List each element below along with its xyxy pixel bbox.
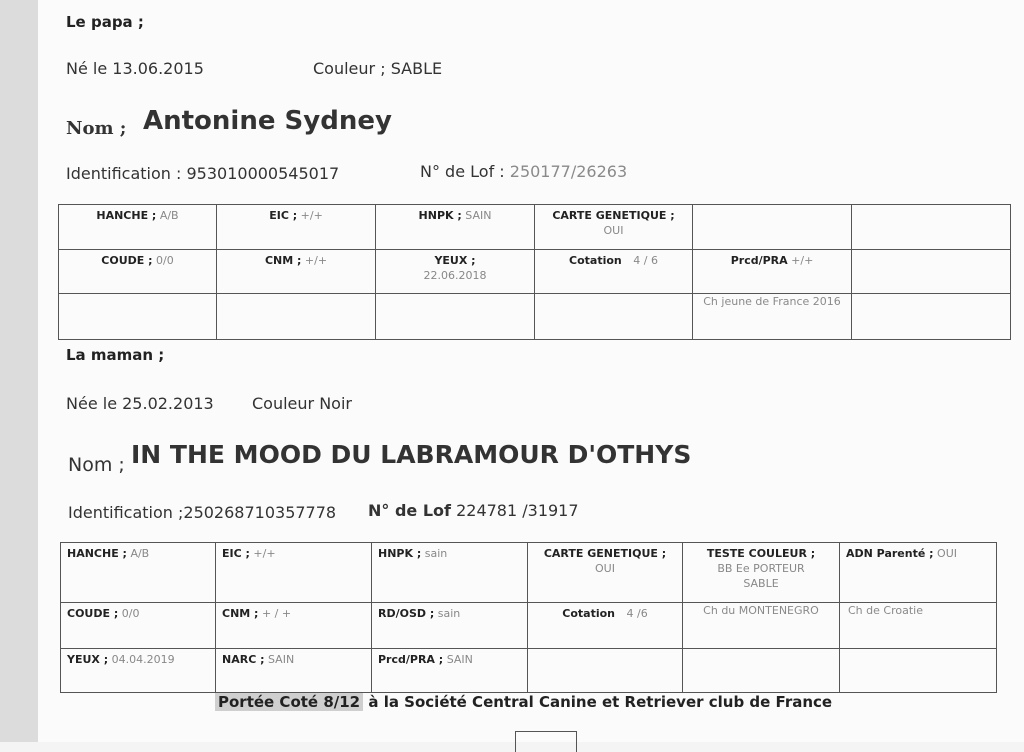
papa-lof-value: 250177/26263 bbox=[509, 162, 628, 181]
maman-ident-line bbox=[68, 503, 336, 522]
maman-lof-label: N° de Lof bbox=[368, 501, 451, 520]
papa-cnm-label: CNM ; bbox=[264, 254, 302, 267]
papa-cotation-label: Cotation bbox=[569, 254, 622, 267]
maman-hnpk-value: sain bbox=[424, 547, 448, 560]
table-row bbox=[59, 294, 1011, 340]
papa-ident-line bbox=[66, 164, 339, 183]
papa-yeux-label: YEUX ; bbox=[434, 254, 476, 267]
maman-heading: La maman ; bbox=[66, 346, 165, 364]
papa-carte-label: CARTE GENETIQUE ; bbox=[552, 209, 675, 222]
maman-carte-cell bbox=[528, 543, 683, 603]
maman-birth-value: 25.02.2013 bbox=[122, 394, 214, 413]
footer-text: à la Société Central Canine et Retriever club de France bbox=[368, 693, 833, 711]
papa-name-label: Nom ; bbox=[66, 118, 127, 139]
maman-eic-value: +/+ bbox=[253, 547, 276, 560]
papa-lof-label: N° de Lof : bbox=[420, 162, 505, 181]
papa-birth-line bbox=[66, 59, 204, 78]
maman-teste-value: BB Ee PORTEUR SABLE bbox=[717, 562, 805, 590]
papa-coude-label: COUDE ; bbox=[101, 254, 153, 267]
papa-color-value: SABLE bbox=[390, 59, 443, 78]
papa-yeux-cell bbox=[376, 250, 535, 294]
papa-cotation-value: 4 / 6 bbox=[633, 254, 658, 267]
empty-cell bbox=[852, 250, 1011, 294]
papa-lof-line bbox=[420, 162, 627, 181]
papa-color-line bbox=[313, 59, 442, 78]
papa-hanche-cell bbox=[59, 205, 217, 250]
papa-hanche-label: HANCHE ; bbox=[96, 209, 157, 222]
maman-cnm-label: CNM ; bbox=[222, 607, 259, 620]
maman-eic-label: EIC ; bbox=[222, 547, 250, 560]
papa-color-label: Couleur ; bbox=[313, 59, 386, 78]
papa-eic-label: EIC ; bbox=[269, 209, 298, 222]
papa-cnm-value: +/+ bbox=[304, 254, 328, 267]
maman-teste-cell bbox=[683, 543, 840, 603]
scan-left-strip bbox=[0, 0, 38, 742]
maman-adn-value: OUI bbox=[937, 547, 958, 560]
maman-cotation-value: 4 /6 bbox=[626, 607, 648, 620]
papa-cnm-cell bbox=[217, 250, 376, 294]
table-row bbox=[61, 543, 997, 603]
papa-eic-value: +/+ bbox=[300, 209, 323, 222]
papa-title-cell: Ch jeune de France 2016 bbox=[693, 294, 852, 340]
papa-coude-cell bbox=[59, 250, 217, 294]
maman-color-line bbox=[252, 394, 352, 413]
maman-yeux-value: 04.04.2019 bbox=[111, 653, 175, 666]
maman-cnm-value: + / + bbox=[261, 607, 292, 620]
papa-yeux-value: 22.06.2018 bbox=[423, 269, 487, 282]
maman-eic-cell bbox=[216, 543, 372, 603]
maman-prcd-cell bbox=[372, 649, 528, 693]
empty-cell bbox=[535, 294, 693, 340]
footer-highlight: Portée Coté 8/12 bbox=[215, 693, 363, 711]
papa-prcd-label: Prcd/PRA bbox=[730, 254, 788, 267]
maman-hnpk-label: HNPK ; bbox=[378, 547, 422, 560]
maman-name-label: Nom ; bbox=[68, 454, 125, 476]
maman-color-value: Noir bbox=[319, 394, 352, 413]
maman-hnpk-cell bbox=[372, 543, 528, 603]
papa-coude-value: 0/0 bbox=[156, 254, 174, 267]
papa-hnpk-value: SAIN bbox=[465, 209, 492, 222]
maman-name: IN THE MOOD DU LABRAMOUR D'OTHYS bbox=[131, 440, 692, 469]
maman-cotation-cell bbox=[528, 603, 683, 649]
maman-ident-value: 250268710357778 bbox=[183, 503, 337, 522]
maman-coude-cell bbox=[61, 603, 216, 649]
table-row bbox=[61, 649, 997, 693]
maman-yeux-cell bbox=[61, 649, 216, 693]
maman-lof-value: 224781 /31917 bbox=[456, 501, 579, 520]
papa-hnpk-cell bbox=[376, 205, 535, 250]
maman-narc-cell bbox=[216, 649, 372, 693]
maman-hanche-value: A/B bbox=[130, 547, 150, 560]
maman-cnm-cell bbox=[216, 603, 372, 649]
empty-cell bbox=[852, 205, 1011, 250]
maman-color-label: Couleur bbox=[252, 394, 315, 413]
empty-cell bbox=[217, 294, 376, 340]
maman-narc-value: SAIN bbox=[268, 653, 295, 666]
maman-ident-label: Identification ; bbox=[68, 503, 184, 522]
papa-prcd-cell bbox=[693, 250, 852, 294]
maman-prcd-label: Prcd/PRA ; bbox=[378, 653, 444, 666]
empty-cell bbox=[528, 649, 683, 693]
papa-health-table bbox=[58, 204, 1011, 340]
papa-cotation-cell bbox=[535, 250, 693, 294]
maman-adn-label: ADN Parenté ; bbox=[846, 547, 934, 560]
papa-carte-cell bbox=[535, 205, 693, 250]
papa-carte-value: OUI bbox=[603, 224, 624, 237]
maman-lof-line bbox=[368, 501, 579, 520]
maman-rdosd-value: sain bbox=[437, 607, 461, 620]
papa-eic-cell bbox=[217, 205, 376, 250]
papa-name: Antonine Sydney bbox=[143, 106, 392, 136]
maman-birth-line bbox=[66, 394, 214, 413]
footer-note bbox=[215, 693, 832, 711]
maman-cotation-label: Cotation bbox=[562, 607, 616, 620]
maman-title1-cell: Ch du MONTENEGRO bbox=[683, 603, 840, 649]
empty-cell bbox=[376, 294, 535, 340]
papa-hanche-value: A/B bbox=[159, 209, 179, 222]
maman-birth-label: Née le bbox=[66, 394, 118, 413]
maman-hanche-label: HANCHE ; bbox=[67, 547, 127, 560]
papa-ident-value: 953010000545017 bbox=[186, 164, 340, 183]
papa-birth-label: Né le bbox=[66, 59, 108, 78]
maman-rdosd-label: RD/OSD ; bbox=[378, 607, 435, 620]
maman-adn-cell bbox=[840, 543, 997, 603]
empty-cell bbox=[840, 649, 997, 693]
maman-yeux-label: YEUX ; bbox=[67, 653, 109, 666]
empty-cell bbox=[59, 294, 217, 340]
maman-rdosd-cell bbox=[372, 603, 528, 649]
maman-coude-label: COUDE ; bbox=[67, 607, 119, 620]
empty-cell bbox=[852, 294, 1011, 340]
table-row bbox=[59, 250, 1011, 294]
maman-hanche-cell bbox=[61, 543, 216, 603]
maman-prcd-value: SAIN bbox=[446, 653, 473, 666]
papa-prcd-value: +/+ bbox=[791, 254, 814, 267]
table-row bbox=[61, 603, 997, 649]
maman-carte-value: OUI bbox=[595, 562, 615, 575]
maman-teste-label: TESTE COULEUR ; bbox=[706, 547, 816, 560]
papa-birth-value: 13.06.2015 bbox=[112, 59, 204, 78]
papa-heading: Le papa ; bbox=[66, 13, 144, 31]
maman-carte-label: CARTE GENETIQUE ; bbox=[543, 547, 667, 560]
table-row bbox=[59, 205, 1011, 250]
maman-health-table bbox=[60, 542, 997, 693]
papa-ident-label: Identification : bbox=[66, 164, 182, 183]
maman-title2-cell: Ch de Croatie bbox=[840, 603, 997, 649]
papa-hnpk-label: HNPK ; bbox=[418, 209, 462, 222]
maman-coude-value: 0/0 bbox=[121, 607, 140, 620]
empty-cell bbox=[683, 649, 840, 693]
empty-cell bbox=[693, 205, 852, 250]
maman-narc-label: NARC ; bbox=[222, 653, 265, 666]
